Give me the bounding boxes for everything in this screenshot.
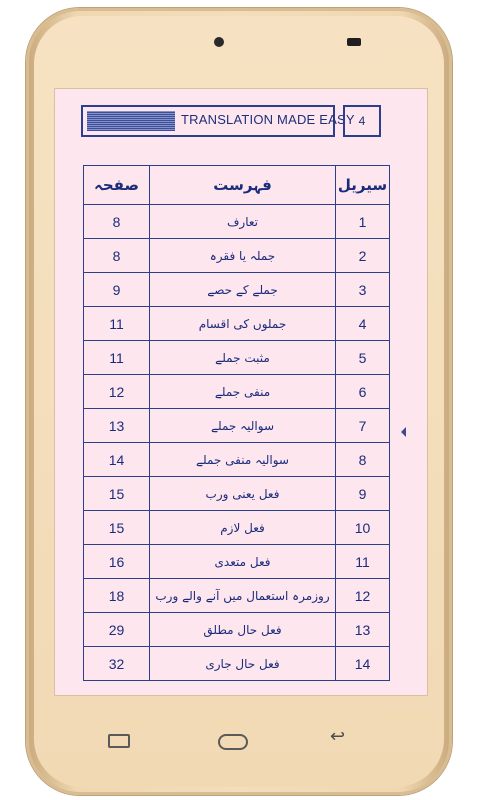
front-camera — [214, 37, 224, 47]
row-title: منفی جملے — [150, 375, 336, 409]
row-page: 14 — [84, 443, 150, 477]
column-header-serial: سیریل — [336, 166, 390, 205]
row-page: 32 — [84, 647, 150, 681]
row-serial: 8 — [336, 443, 390, 477]
row-serial: 10 — [336, 511, 390, 545]
row-title: فعل حال جاری — [150, 647, 336, 681]
row-title: جملوں کی اقسام — [150, 307, 336, 341]
contents-table — [83, 165, 390, 681]
header-decoration — [87, 111, 175, 131]
row-page: 9 — [84, 273, 150, 307]
row-title: جملہ یا فقرہ — [150, 239, 336, 273]
earpiece-speaker — [347, 38, 361, 46]
table-row — [84, 545, 390, 579]
table-row — [84, 613, 390, 647]
row-title: روزمرہ استعمال میں آنے والے ورب — [150, 579, 336, 613]
table-row — [84, 443, 390, 477]
table-row — [84, 477, 390, 511]
row-title: سوالیہ جملے — [150, 409, 336, 443]
table-row — [84, 511, 390, 545]
table-row — [84, 375, 390, 409]
row-title: فعل متعدی — [150, 545, 336, 579]
column-header-page: صفحہ — [84, 166, 150, 205]
row-serial: 9 — [336, 477, 390, 511]
page-number: 4 — [343, 105, 381, 137]
row-title: تعارف — [150, 205, 336, 239]
row-page: 11 — [84, 341, 150, 375]
recent-apps-icon[interactable] — [108, 734, 130, 748]
table-row — [84, 205, 390, 239]
row-title: فعل لازم — [150, 511, 336, 545]
row-serial: 4 — [336, 307, 390, 341]
row-serial: 6 — [336, 375, 390, 409]
row-serial: 2 — [336, 239, 390, 273]
table-row — [84, 239, 390, 273]
row-title: سوالیہ منفی جملے — [150, 443, 336, 477]
row-page: 15 — [84, 477, 150, 511]
row-serial: 7 — [336, 409, 390, 443]
row-title: فعل حال مطلق — [150, 613, 336, 647]
row-serial: 11 — [336, 545, 390, 579]
column-header-contents: فہرست — [150, 166, 336, 205]
row-serial: 14 — [336, 647, 390, 681]
book-header — [81, 105, 355, 137]
table-row — [84, 579, 390, 613]
row-title: مثبت جملے — [150, 341, 336, 375]
screen — [54, 88, 428, 696]
row-page: 16 — [84, 545, 150, 579]
row-page: 11 — [84, 307, 150, 341]
row-page: 29 — [84, 613, 150, 647]
row-title: جملے کے حصے — [150, 273, 336, 307]
table-header-row — [84, 166, 390, 205]
row-serial: 3 — [336, 273, 390, 307]
home-icon[interactable] — [218, 734, 248, 750]
table-row — [84, 341, 390, 375]
row-serial: 5 — [336, 341, 390, 375]
book-title: TRANSLATION MADE EASY — [181, 112, 355, 127]
page-edge-marker-icon — [401, 427, 406, 437]
row-title: فعل یعنی ورب — [150, 477, 336, 511]
row-serial: 13 — [336, 613, 390, 647]
table-row — [84, 273, 390, 307]
table-row — [84, 409, 390, 443]
row-page: 8 — [84, 205, 150, 239]
row-serial: 1 — [336, 205, 390, 239]
row-page: 8 — [84, 239, 150, 273]
row-page: 15 — [84, 511, 150, 545]
table-row — [84, 647, 390, 681]
row-page: 18 — [84, 579, 150, 613]
row-page: 13 — [84, 409, 150, 443]
row-serial: 12 — [336, 579, 390, 613]
back-icon[interactable]: ↩ — [330, 726, 346, 747]
table-row — [84, 307, 390, 341]
row-page: 12 — [84, 375, 150, 409]
